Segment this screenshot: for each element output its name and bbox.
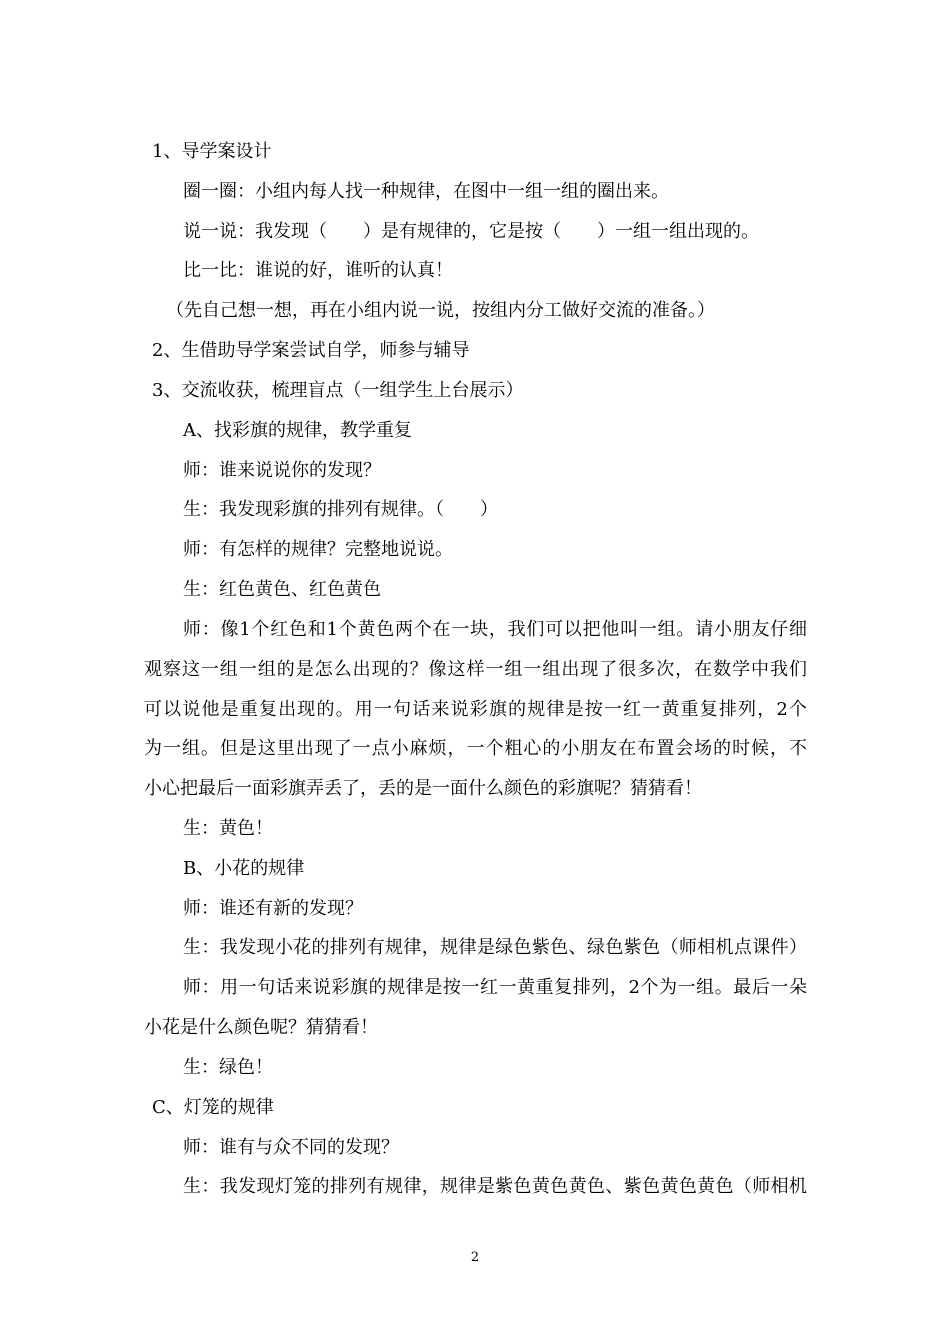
text-line: 师：谁来说说你的发现？ (183, 460, 381, 481)
subheading-flowers: B、小花的规律 (183, 858, 305, 879)
heading-guide-design: 1、导学案设计 (152, 141, 272, 162)
paragraph-line: 师：用一句话来说彩旗的规律是按一红一黄重复排列，2个为一组。最后一朵 (183, 977, 807, 998)
text-line: 师：谁还有新的发现？ (183, 898, 363, 919)
text-line: 生：我发现彩旗的排列有规律。（ ） (183, 499, 498, 520)
page-number: 2 (470, 1250, 480, 1265)
text-line: 生：黄色！ (183, 818, 273, 839)
paragraph-line: 师：像1个红色和1个黄色两个在一块，我们可以把他叫一组。请小朋友仔细 (183, 619, 807, 640)
paragraph-line: 观察这一组一组的是怎么出现的？像这样一组一组出现了很多次，在数学中我们 (144, 659, 807, 680)
subheading-lanterns: C、灯笼的规律 (152, 1097, 274, 1118)
subheading-flags: A、找彩旗的规律，教学重复 (183, 420, 412, 441)
text-line: 师：有怎样的规律？完整地说说。 (183, 539, 453, 560)
paragraph-line: 为一组。但是这里出现了一点小麻烦，一个粗心的小朋友在布置会场的时候，不 (144, 738, 807, 759)
text-line: 生：绿色！ (183, 1057, 273, 1078)
text-line: （先自己想一想，再在小组内说一说，按组内分工做好交流的准备。） (166, 300, 715, 321)
text-line: 比一比：谁说的好，谁听的认真！ (183, 260, 453, 281)
heading-exchange: 3、交流收获，梳理盲点（一组学生上台展示） (152, 380, 524, 401)
paragraph-line: 可以说他是重复出现的。用一句话来说彩旗的规律是按一红一黄重复排列，2个 (144, 699, 807, 720)
paragraph-line: 小心把最后一面彩旗弄丢了，丢的是一面什么颜色的彩旗呢？猜猜看！ (144, 778, 702, 799)
text-line: 生：红色黄色、红色黄色 (183, 579, 381, 600)
paragraph-line: 小花是什么颜色呢？猜猜看！ (144, 1017, 378, 1038)
text-line: 圈一圈：小组内每人找一种规律，在图中一组一组的圈出来。 (183, 181, 669, 202)
text-line: 生：我发现小花的排列有规律，规律是绿色紫色、绿色紫色（师相机点课件） (183, 937, 807, 958)
text-line: 说一说：我发现（ ）是有规律的，它是按（ ）一组一组出现的。 (183, 221, 759, 242)
heading-self-study: 2、生借助导学案尝试自学，师参与辅导 (152, 340, 470, 361)
text-line: 生：我发现灯笼的排列有规律，规律是紫色黄色黄色、紫色黄色黄色（师相机 (183, 1176, 807, 1197)
text-line: 师：谁有与众不同的发现？ (183, 1137, 399, 1158)
